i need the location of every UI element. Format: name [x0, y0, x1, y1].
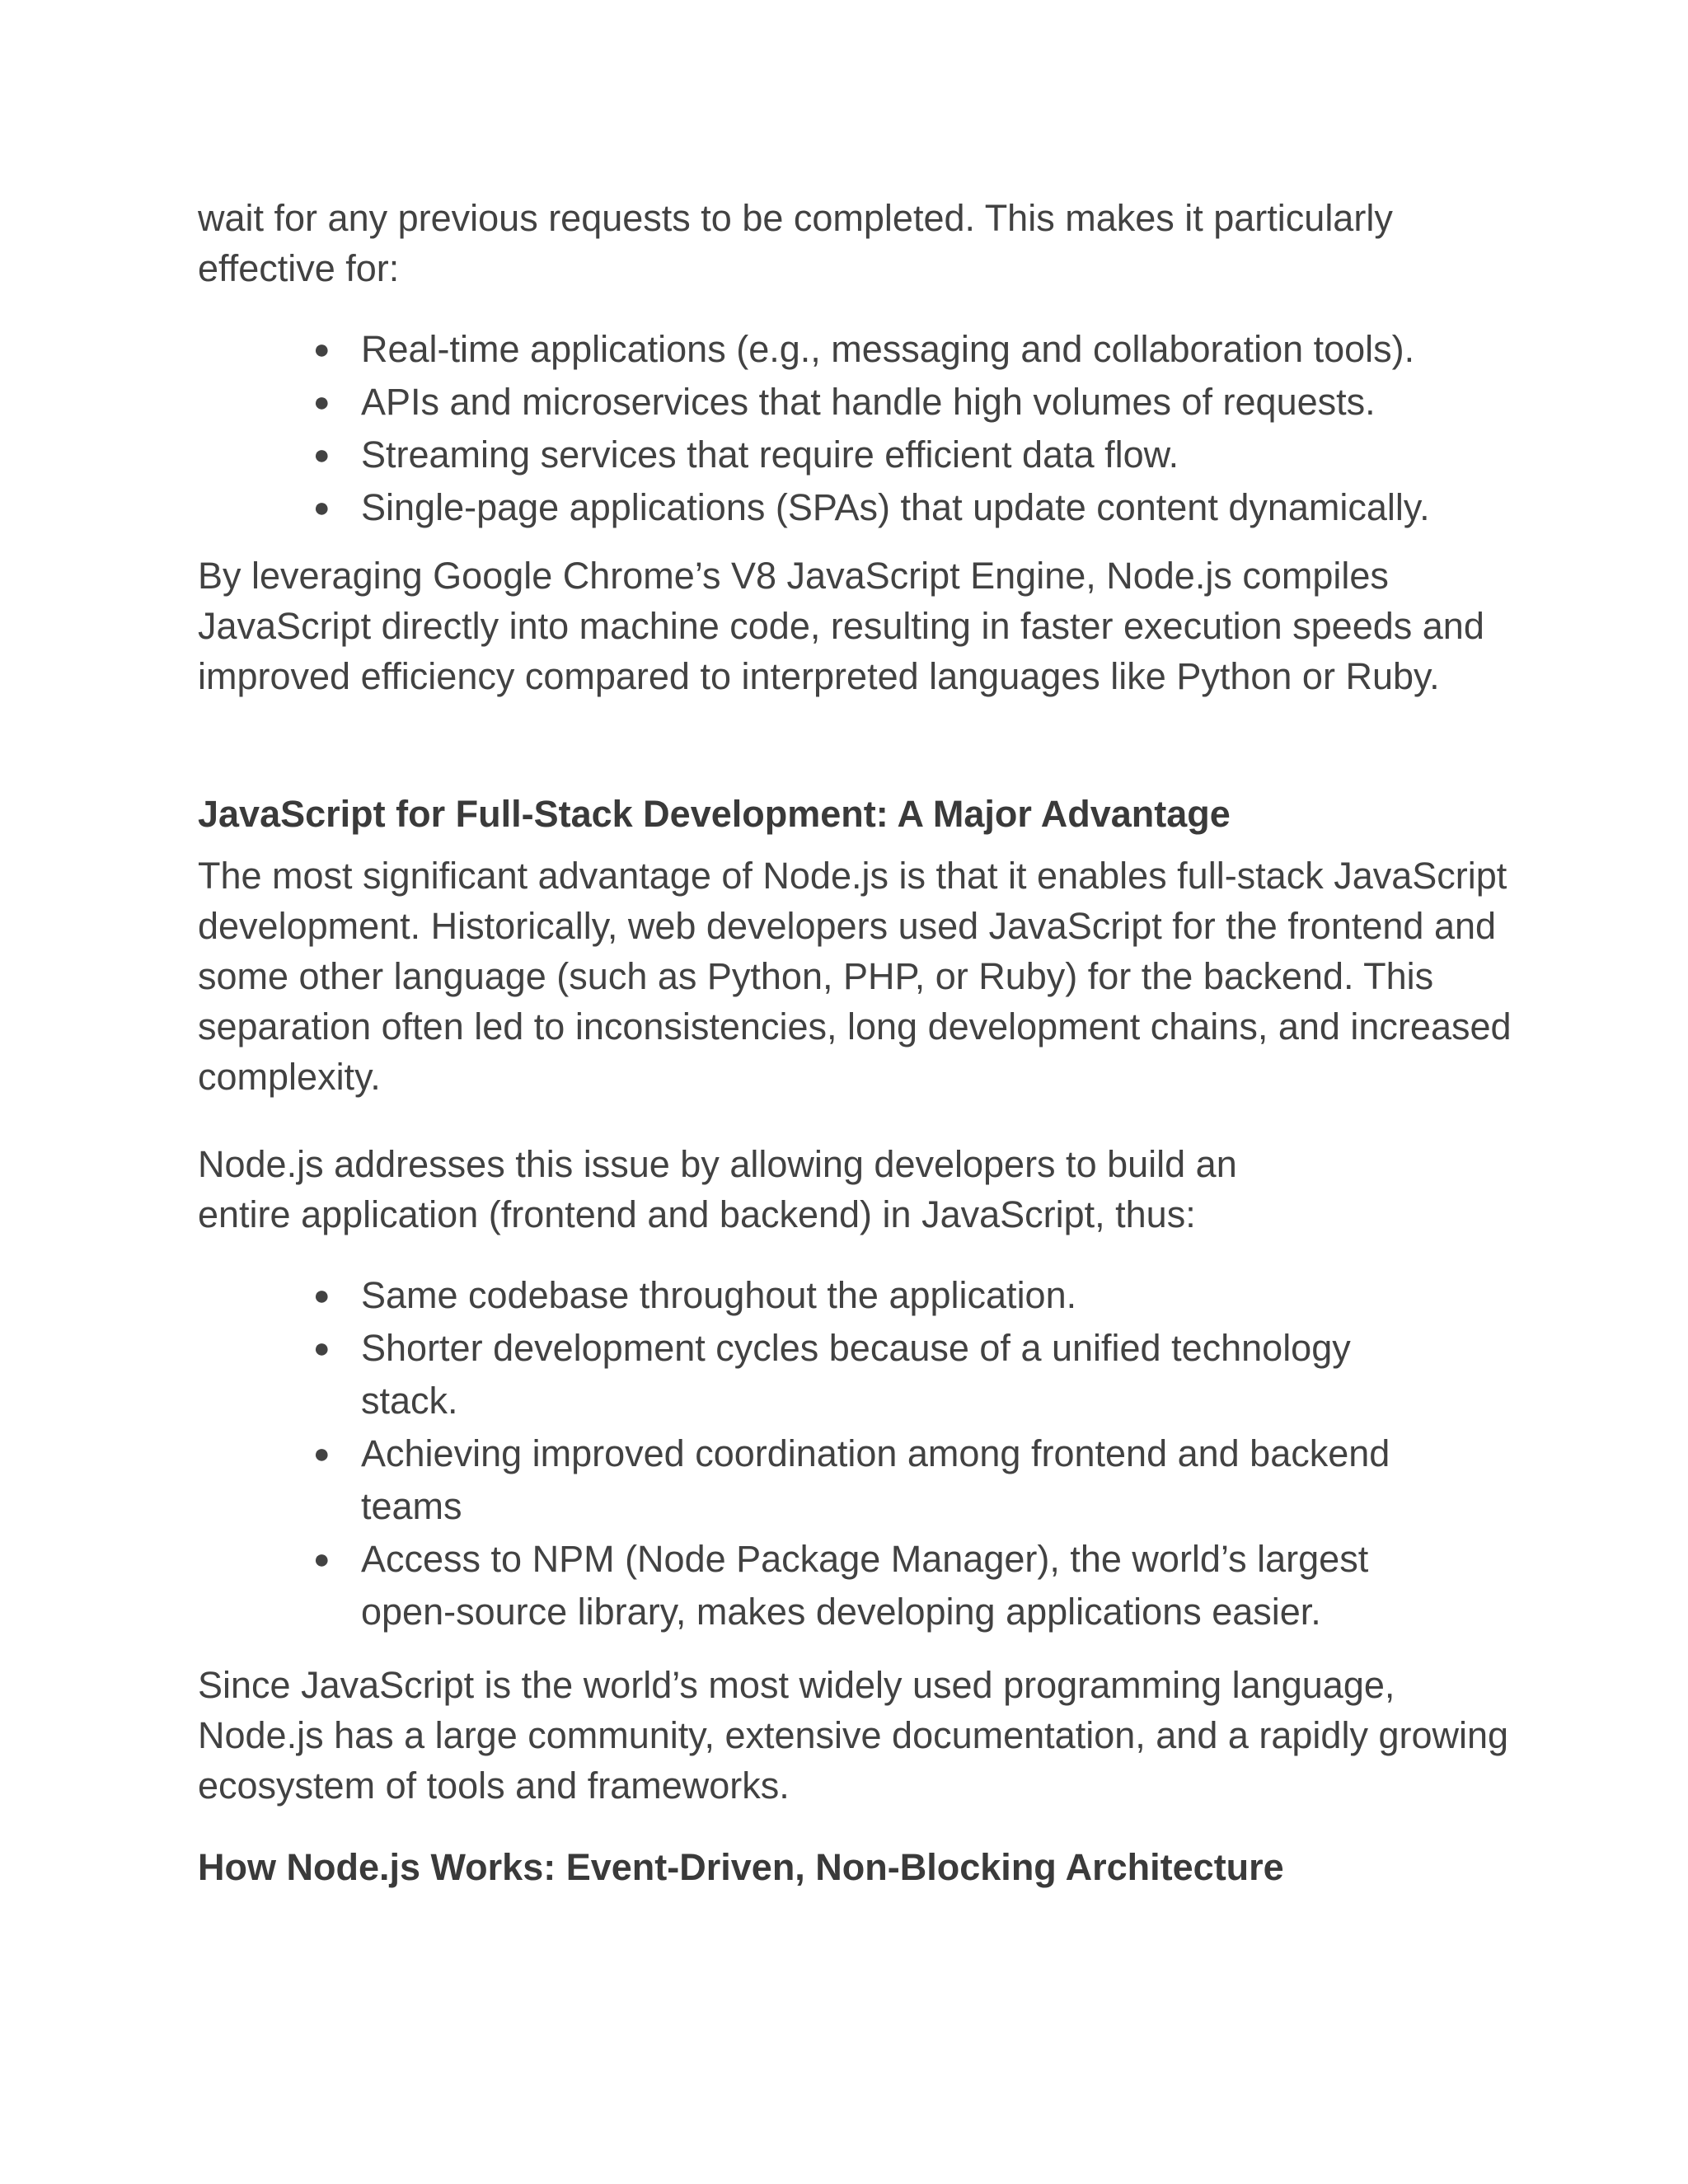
section-heading-fullstack: JavaScript for Full-Stack Development: A Major Advantage [198, 793, 1231, 835]
bullet-icon: ● [313, 1438, 331, 1469]
bullet-icon: ● [313, 387, 331, 418]
list-item-text: Achieving improved coordination among frontend and backend teams [361, 1432, 1390, 1527]
fullstack-para2-block [198, 1139, 1286, 1240]
fullstack-paragraph-1: The most significant advantage of Node.js is that it enables full-stack JavaScript development. Historically, web developers used JavaScript for the frontend and some other language (such as Python, PHP, or Ruby) for the backend. This separation often led to inconsistencies, long development chains, and increased complexity. [198, 855, 1512, 1098]
bullet-icon: ● [313, 334, 331, 365]
list-item [305, 1533, 1451, 1638]
list-item-text: Real-time applications (e.g., messaging and collaboration tools). [361, 328, 1415, 370]
bullet-icon: ● [313, 439, 331, 471]
v8-block [198, 551, 1517, 701]
v8-paragraph: By leveraging Google Chrome’s V8 JavaScript Engine, Node.js compiles JavaScript directly into machine code, resulting in faster execution speeds and improved efficiency compared to interpreted languages like Python or Ruby. [198, 555, 1484, 697]
list-item [305, 1269, 1451, 1322]
fullstack-heading-block [198, 789, 1517, 839]
fullstack-para1-block [198, 851, 1517, 1102]
bullet-icon: ● [313, 1280, 331, 1311]
list-item-text: Access to NPM (Node Package Manager), the world’s largest open-source library, makes developing applications easier. [361, 1538, 1369, 1633]
fullstack-para3-block [198, 1660, 1517, 1811]
bullet-icon: ● [313, 1333, 331, 1364]
benefits-list [305, 1269, 1451, 1638]
bullet-icon: ● [313, 492, 331, 523]
list-item-text: Same codebase throughout the application. [361, 1274, 1077, 1316]
list-item [305, 323, 1517, 376]
intro-paragraph: wait for any previous requests to be completed. This makes it particularly effective for: [198, 197, 1393, 289]
section-heading-architecture: How Node.js Works: Event-Driven, Non-Blocking Architecture [198, 1846, 1284, 1888]
list-item [305, 1322, 1451, 1427]
list-item [305, 1427, 1451, 1533]
list-item-text: Single-page applications (SPAs) that update content dynamically. [361, 486, 1430, 528]
bullet-icon: ● [313, 1544, 331, 1575]
list-item-text: Shorter development cycles because of a unified technology stack. [361, 1327, 1351, 1422]
architecture-heading-block [198, 1842, 1517, 1892]
list-item [305, 481, 1517, 534]
fullstack-paragraph-3: Since JavaScript is the world’s most widely used programming language, Node.js has a large community, extensive documentation, and a rapidly growing ecosystem of tools and frameworks. [198, 1664, 1509, 1807]
intro-block [198, 193, 1517, 293]
fullstack-paragraph-2: Node.js addresses this issue by allowing developers to build an entire application (frontend and backend) in JavaScript, thus: [198, 1143, 1237, 1235]
list-item [305, 376, 1517, 429]
list-item-text: Streaming services that require efficient data flow. [361, 434, 1179, 476]
list-item [305, 429, 1517, 481]
list-item-text: APIs and microservices that handle high volumes of requests. [361, 381, 1376, 423]
use-cases-list [305, 323, 1517, 534]
